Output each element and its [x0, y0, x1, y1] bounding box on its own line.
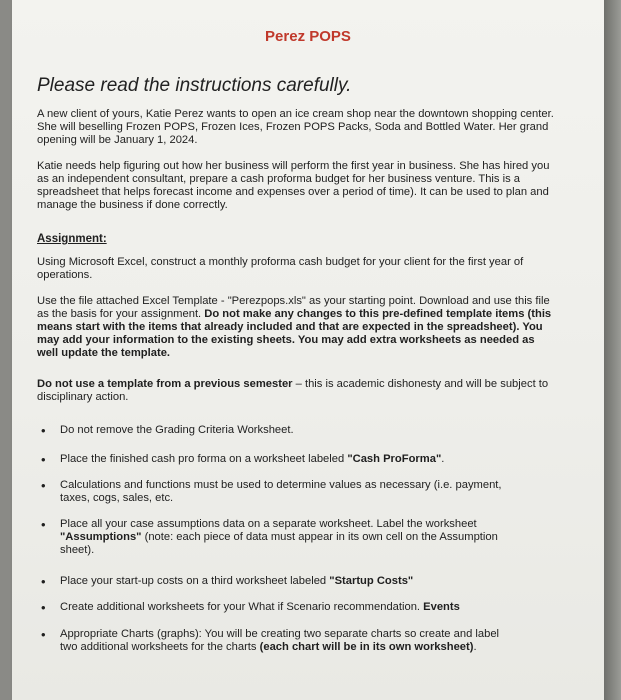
dishonesty-paragraph-normal: – this is academic dishonesty and will be subject to disciplinary action.	[37, 378, 549, 403]
list-item-bold: Events	[423, 601, 460, 613]
list-item-text: Create additional worksheets for your What if Scenario recommendation.	[60, 601, 424, 613]
bullet-glyph: •	[41, 600, 46, 615]
list-item-text: Place the finished cash pro forma on a worksheet labeled	[60, 453, 348, 465]
dishonesty-paragraph-bold: Do not use a template from a previous semester	[37, 378, 293, 390]
assignment-paragraph: Using Microsoft Excel, construct a monthly proforma cash budget for your client for the first year of operations.	[37, 256, 524, 281]
page-edge-shadow	[604, 0, 621, 700]
instructions-heading: Please read the instructions carefully.	[37, 75, 352, 96]
list-item-tail: .	[441, 453, 445, 465]
needs-paragraph: Katie needs help figuring out how her business will perform the first year in business. She has hired you as an independent consultant, prepare a cash proforma budget for her business venture. This is a spreadsheet that helps forecast income and expenses over a period of time). It can be used to plan and manage the business if done correctly.	[37, 160, 550, 211]
bullet-glyph: •	[41, 478, 46, 493]
list-item-text: Place your start-up costs on a third worksheet labeled	[60, 575, 330, 587]
document-title: Perez POPS	[265, 28, 351, 45]
bullet-glyph: •	[41, 627, 46, 642]
list-item-text: Do not remove the Grading Criteria Worksheet.	[60, 424, 294, 436]
list-item-tail: .	[473, 641, 477, 653]
list-item-bold: "Startup Costs"	[329, 575, 414, 587]
bullet-glyph: •	[41, 517, 46, 532]
list-item-tail: (note: each piece of data must appear in its own cell on the Assumption sheet).	[60, 531, 498, 556]
list-item-bold: "Cash ProForma"	[347, 453, 442, 465]
template-paragraph-normal: Use the file attached Excel Template - "Perezpops.xls" as your starting point. Download and use this file as the basis for your assignment.	[37, 295, 550, 320]
bullet-glyph: •	[41, 452, 46, 467]
bullet-glyph: •	[41, 423, 46, 438]
list-item-text: Place all your case assumptions data on a separate worksheet. Label the worksheet	[60, 518, 477, 530]
list-item-bold: (each chart will be in its own worksheet)	[259, 641, 474, 653]
template-paragraph-bold: Do not make any changes to this pre-defined template items (this means start with the items that already included and that are expected in the spreadsheet). You may add your information to the existing sheets. You may add extra worksheets as needed as well update the template.	[37, 308, 552, 359]
intro-paragraph: A new client of yours, Katie Perez wants to open an ice cream shop near the downtown shopping center. She will beselling Frozen POPS, Frozen Ices, Frozen POPS Packs, Soda and Bottled Water. Her grand opening will be January 1, 2024.	[37, 108, 554, 146]
bullet-glyph: •	[41, 574, 46, 589]
list-item-bold: "Assumptions"	[60, 531, 142, 543]
list-item-text: Appropriate Charts (graphs): You will be creating two separate charts so create and label two additional worksheets for the charts	[60, 628, 500, 653]
assignment-label: Assignment:	[37, 233, 107, 245]
list-item-text: Calculations and functions must be used to determine values as necessary (i.e. payment, taxes, cogs, sales, etc.	[60, 479, 502, 504]
dishonesty-paragraph	[37, 378, 557, 404]
template-paragraph	[37, 295, 557, 360]
document-page	[12, 0, 604, 700]
